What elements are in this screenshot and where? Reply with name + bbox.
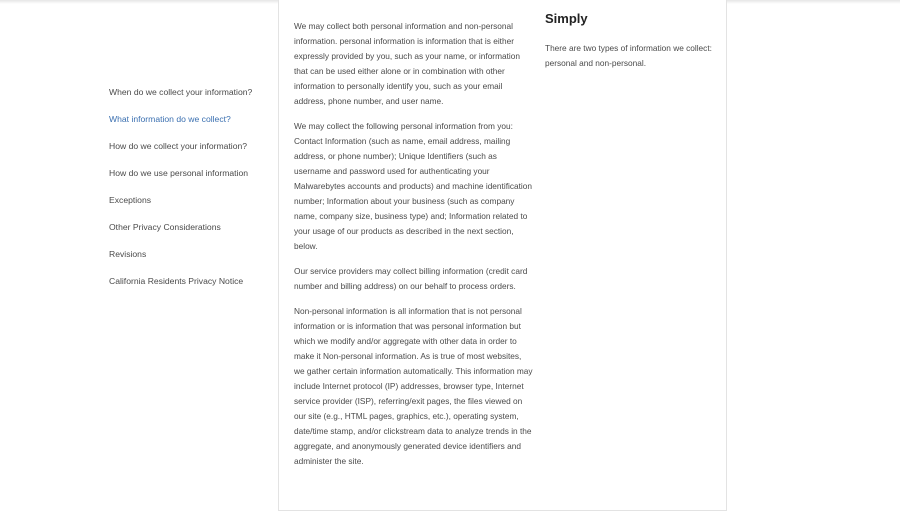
nav-item-what-information[interactable]: What information do we collect?	[109, 114, 231, 124]
paragraph-non-personal-information: Non-personal information is all information that is not personal information or is information that was personal information but which we modify and/or aggregate with other data in order to make it Non-personal information. As is true of most websites, we gather certain information automatically. This information may include Internet protocol (IP) addresses, browser type, Internet service provider (ISP), referring/exit pages, the files viewed on our site (e.g., HTML pages, graphics, etc.), operating system, date/time stamp, and/or clickstream data to analyze trends in the aggregate, and anonymously generated device identifiers and administer the site.	[294, 306, 533, 466]
simply-title: Simply	[545, 11, 588, 26]
content-card	[278, 0, 727, 511]
nav-item-how-use[interactable]: How do we use personal information	[109, 168, 249, 178]
nav-item-revisions[interactable]: Revisions	[109, 249, 147, 259]
main-text-column	[294, 19, 534, 479]
section-navigation	[109, 85, 259, 301]
nav-item-other-privacy[interactable]: Other Privacy Considerations	[109, 222, 221, 232]
nav-item-california-notice[interactable]: California Residents Privacy Notice	[109, 276, 244, 286]
paragraph-billing-information: Our service providers may collect billing information (credit card number and billing address) on our behalf to process orders.	[294, 266, 528, 291]
nav-item-how-collect[interactable]: How do we collect your information?	[109, 141, 248, 151]
simply-text: There are two types of information we collect: personal and non-personal.	[545, 43, 712, 68]
paragraph-personal-information-list: We may collect the following personal information from you: Contact Information (such as name, email address, mailing address, or phone number); Unique Identifiers (such as username and password used for authenticating your Malwarebytes accounts and products) and machine identification number; Information about your business (such as company name, company size, business type) and; Information related to your usage of our products as described in the next section, below.	[294, 121, 532, 251]
paragraph-types-of-information: We may collect both personal information and non-personal information. personal information is information that is either expressly provided by you, such as your name, or information that can be used either alone or in combination with other information to personally identify you, such as your email address, phone number, and user name.	[294, 21, 520, 106]
nav-item-when-collect[interactable]: When do we collect your information?	[109, 87, 253, 97]
nav-item-exceptions[interactable]: Exceptions	[109, 195, 152, 205]
simply-summary	[545, 11, 715, 71]
